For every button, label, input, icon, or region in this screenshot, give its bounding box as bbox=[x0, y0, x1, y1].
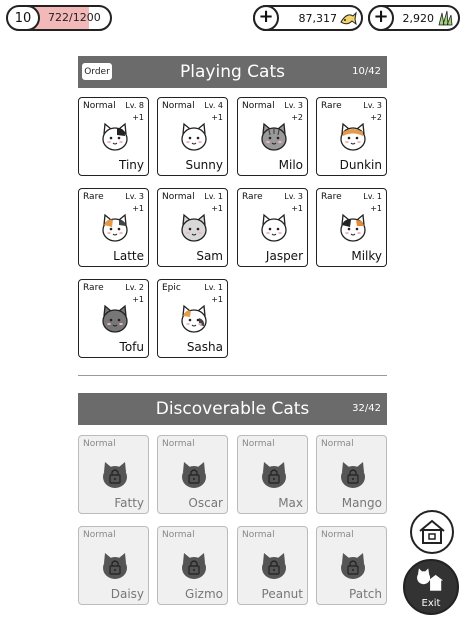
cat-name: Latte bbox=[113, 249, 144, 263]
cat-level: Lv. 2 bbox=[125, 283, 144, 292]
cat-card-milo[interactable] bbox=[237, 97, 308, 176]
level-cat-badge bbox=[6, 5, 40, 31]
player-level: 10 bbox=[14, 11, 32, 26]
discoverable-cats-title: Discoverable Cats bbox=[155, 399, 310, 419]
cat-card-sam[interactable] bbox=[157, 188, 228, 267]
cat-level: Lv. 3 bbox=[284, 192, 303, 201]
cat-name: Gizmo bbox=[185, 587, 223, 601]
locked-cat-card-peanut[interactable] bbox=[237, 526, 308, 605]
cat-card-milky[interactable] bbox=[316, 188, 387, 267]
locked-cat-card-daisy[interactable] bbox=[78, 526, 149, 605]
cat-level: Lv. 3 bbox=[125, 192, 144, 201]
locked-cat-card-patch[interactable] bbox=[316, 526, 387, 605]
fish-currency bbox=[253, 5, 363, 31]
cat-level: Lv. 1 bbox=[204, 192, 223, 201]
cat-rarity: Normal bbox=[242, 101, 275, 111]
cat-rarity: Normal bbox=[242, 439, 275, 449]
playing-cats-header bbox=[78, 56, 387, 88]
locked-cat-icon bbox=[337, 460, 369, 490]
locked-cat-icon bbox=[337, 551, 369, 581]
section-divider bbox=[78, 375, 387, 376]
cat-name: Tofu bbox=[119, 340, 144, 354]
cat-name: Peanut bbox=[261, 587, 303, 601]
cat-bonus: +1 bbox=[132, 113, 144, 122]
cat-face-icon bbox=[99, 122, 131, 152]
cat-card-dunkin[interactable] bbox=[316, 97, 387, 176]
cat-name: Jasper bbox=[265, 249, 303, 263]
cat-bonus: +1 bbox=[211, 113, 223, 122]
playing-cats-count: 10/42 bbox=[352, 66, 381, 77]
player-level-bar bbox=[6, 5, 112, 31]
locked-cat-card-oscar[interactable] bbox=[157, 435, 228, 514]
cat-name: Tiny bbox=[118, 158, 144, 172]
locked-cat-icon bbox=[178, 551, 210, 581]
cat-rarity: Epic bbox=[162, 283, 181, 293]
cat-card-sunny[interactable] bbox=[157, 97, 228, 176]
cat-level: Lv. 3 bbox=[284, 101, 303, 110]
cat-name: Fatty bbox=[114, 496, 144, 510]
cat-card-tiny[interactable] bbox=[78, 97, 149, 176]
cat-name: Daisy bbox=[110, 587, 144, 601]
cat-card-jasper[interactable] bbox=[237, 188, 308, 267]
cat-bonus: +1 bbox=[132, 204, 144, 213]
cat-name: Max bbox=[278, 496, 303, 510]
cat-face-icon bbox=[178, 213, 210, 243]
cat-name: Milky bbox=[351, 249, 382, 263]
cat-rarity: Normal bbox=[321, 530, 354, 540]
cat-face-icon bbox=[337, 213, 369, 243]
cat-rarity: Normal bbox=[242, 530, 275, 540]
order-button[interactable]: Order bbox=[82, 63, 112, 80]
cat-rarity: Rare bbox=[321, 192, 342, 202]
cat-face-icon bbox=[178, 122, 210, 152]
cat-card-tofu[interactable] bbox=[78, 279, 149, 358]
cat-name: Sam bbox=[196, 249, 223, 263]
cat-face-icon bbox=[99, 213, 131, 243]
locked-cat-icon bbox=[258, 460, 290, 490]
grass-count: 2,920 bbox=[402, 12, 434, 25]
catnip-icon bbox=[436, 10, 454, 26]
cat-bonus: +2 bbox=[291, 113, 303, 122]
cat-rarity: Normal bbox=[162, 530, 195, 540]
cat-rarity: Normal bbox=[162, 439, 195, 449]
discoverable-cats-count: 32/42 bbox=[352, 403, 381, 414]
add-grass-button[interactable]: + bbox=[368, 5, 394, 31]
cat-rarity: Normal bbox=[162, 192, 195, 202]
top-bar bbox=[0, 0, 465, 36]
fish-icon bbox=[339, 10, 357, 26]
cat-bonus: +1 bbox=[291, 204, 303, 213]
locked-cat-card-gizmo[interactable] bbox=[157, 526, 228, 605]
cat-bonus: +1 bbox=[211, 295, 223, 304]
house-icon bbox=[412, 512, 452, 552]
cat-name: Sasha bbox=[186, 340, 223, 354]
locked-cat-icon bbox=[178, 460, 210, 490]
cat-level: Lv. 8 bbox=[125, 101, 144, 110]
grass-currency bbox=[368, 5, 460, 31]
home-button[interactable] bbox=[410, 510, 454, 554]
locked-cat-card-fatty[interactable] bbox=[78, 435, 149, 514]
locked-cat-icon bbox=[99, 551, 131, 581]
cat-rarity: Normal bbox=[321, 439, 354, 449]
cat-name: Mango bbox=[341, 496, 382, 510]
cat-bonus: +1 bbox=[370, 204, 382, 213]
cat-face-icon bbox=[99, 304, 131, 334]
cat-rarity: Rare bbox=[83, 192, 104, 202]
cat-name: Dunkin bbox=[339, 158, 382, 172]
cat-rarity: Normal bbox=[83, 439, 116, 449]
cat-card-latte[interactable] bbox=[78, 188, 149, 267]
cat-name: Sunny bbox=[185, 158, 223, 172]
locked-cat-card-max[interactable] bbox=[237, 435, 308, 514]
cat-face-icon bbox=[178, 304, 210, 334]
playing-cats-title: Playing Cats bbox=[180, 62, 285, 82]
cat-rarity: Rare bbox=[321, 101, 342, 111]
exit-label: Exit bbox=[421, 598, 441, 609]
cat-rarity: Rare bbox=[83, 283, 104, 293]
cat-level: Lv. 1 bbox=[363, 192, 382, 201]
cat-level: Lv. 1 bbox=[204, 283, 223, 292]
cat-level: Lv. 4 bbox=[204, 101, 223, 110]
locked-cat-icon bbox=[258, 551, 290, 581]
cat-bonus: +1 bbox=[211, 204, 223, 213]
exit-button[interactable] bbox=[403, 559, 459, 615]
add-fish-button[interactable]: + bbox=[253, 5, 279, 31]
cat-face-icon bbox=[258, 122, 290, 152]
locked-cat-card-mango[interactable] bbox=[316, 435, 387, 514]
cat-rarity: Rare bbox=[242, 192, 263, 202]
cat-bonus: +2 bbox=[370, 113, 382, 122]
locked-cat-icon bbox=[99, 460, 131, 490]
cat-rarity: Normal bbox=[83, 530, 116, 540]
cat-card-sasha[interactable] bbox=[157, 279, 228, 358]
discoverable-cats-header bbox=[78, 393, 387, 425]
cat-face-icon bbox=[258, 213, 290, 243]
fish-count: 87,317 bbox=[298, 12, 337, 25]
cat-name: Milo bbox=[278, 158, 303, 172]
cat-rarity: Normal bbox=[162, 101, 195, 111]
cat-name: Oscar bbox=[188, 496, 223, 510]
cat-rarity: Normal bbox=[83, 101, 116, 111]
cat-face-icon bbox=[337, 122, 369, 152]
xp-text: 722/1200 bbox=[48, 11, 101, 24]
cat-level: Lv. 3 bbox=[363, 101, 382, 110]
cat-name: Patch bbox=[349, 587, 382, 601]
cat-bonus: +1 bbox=[132, 295, 144, 304]
